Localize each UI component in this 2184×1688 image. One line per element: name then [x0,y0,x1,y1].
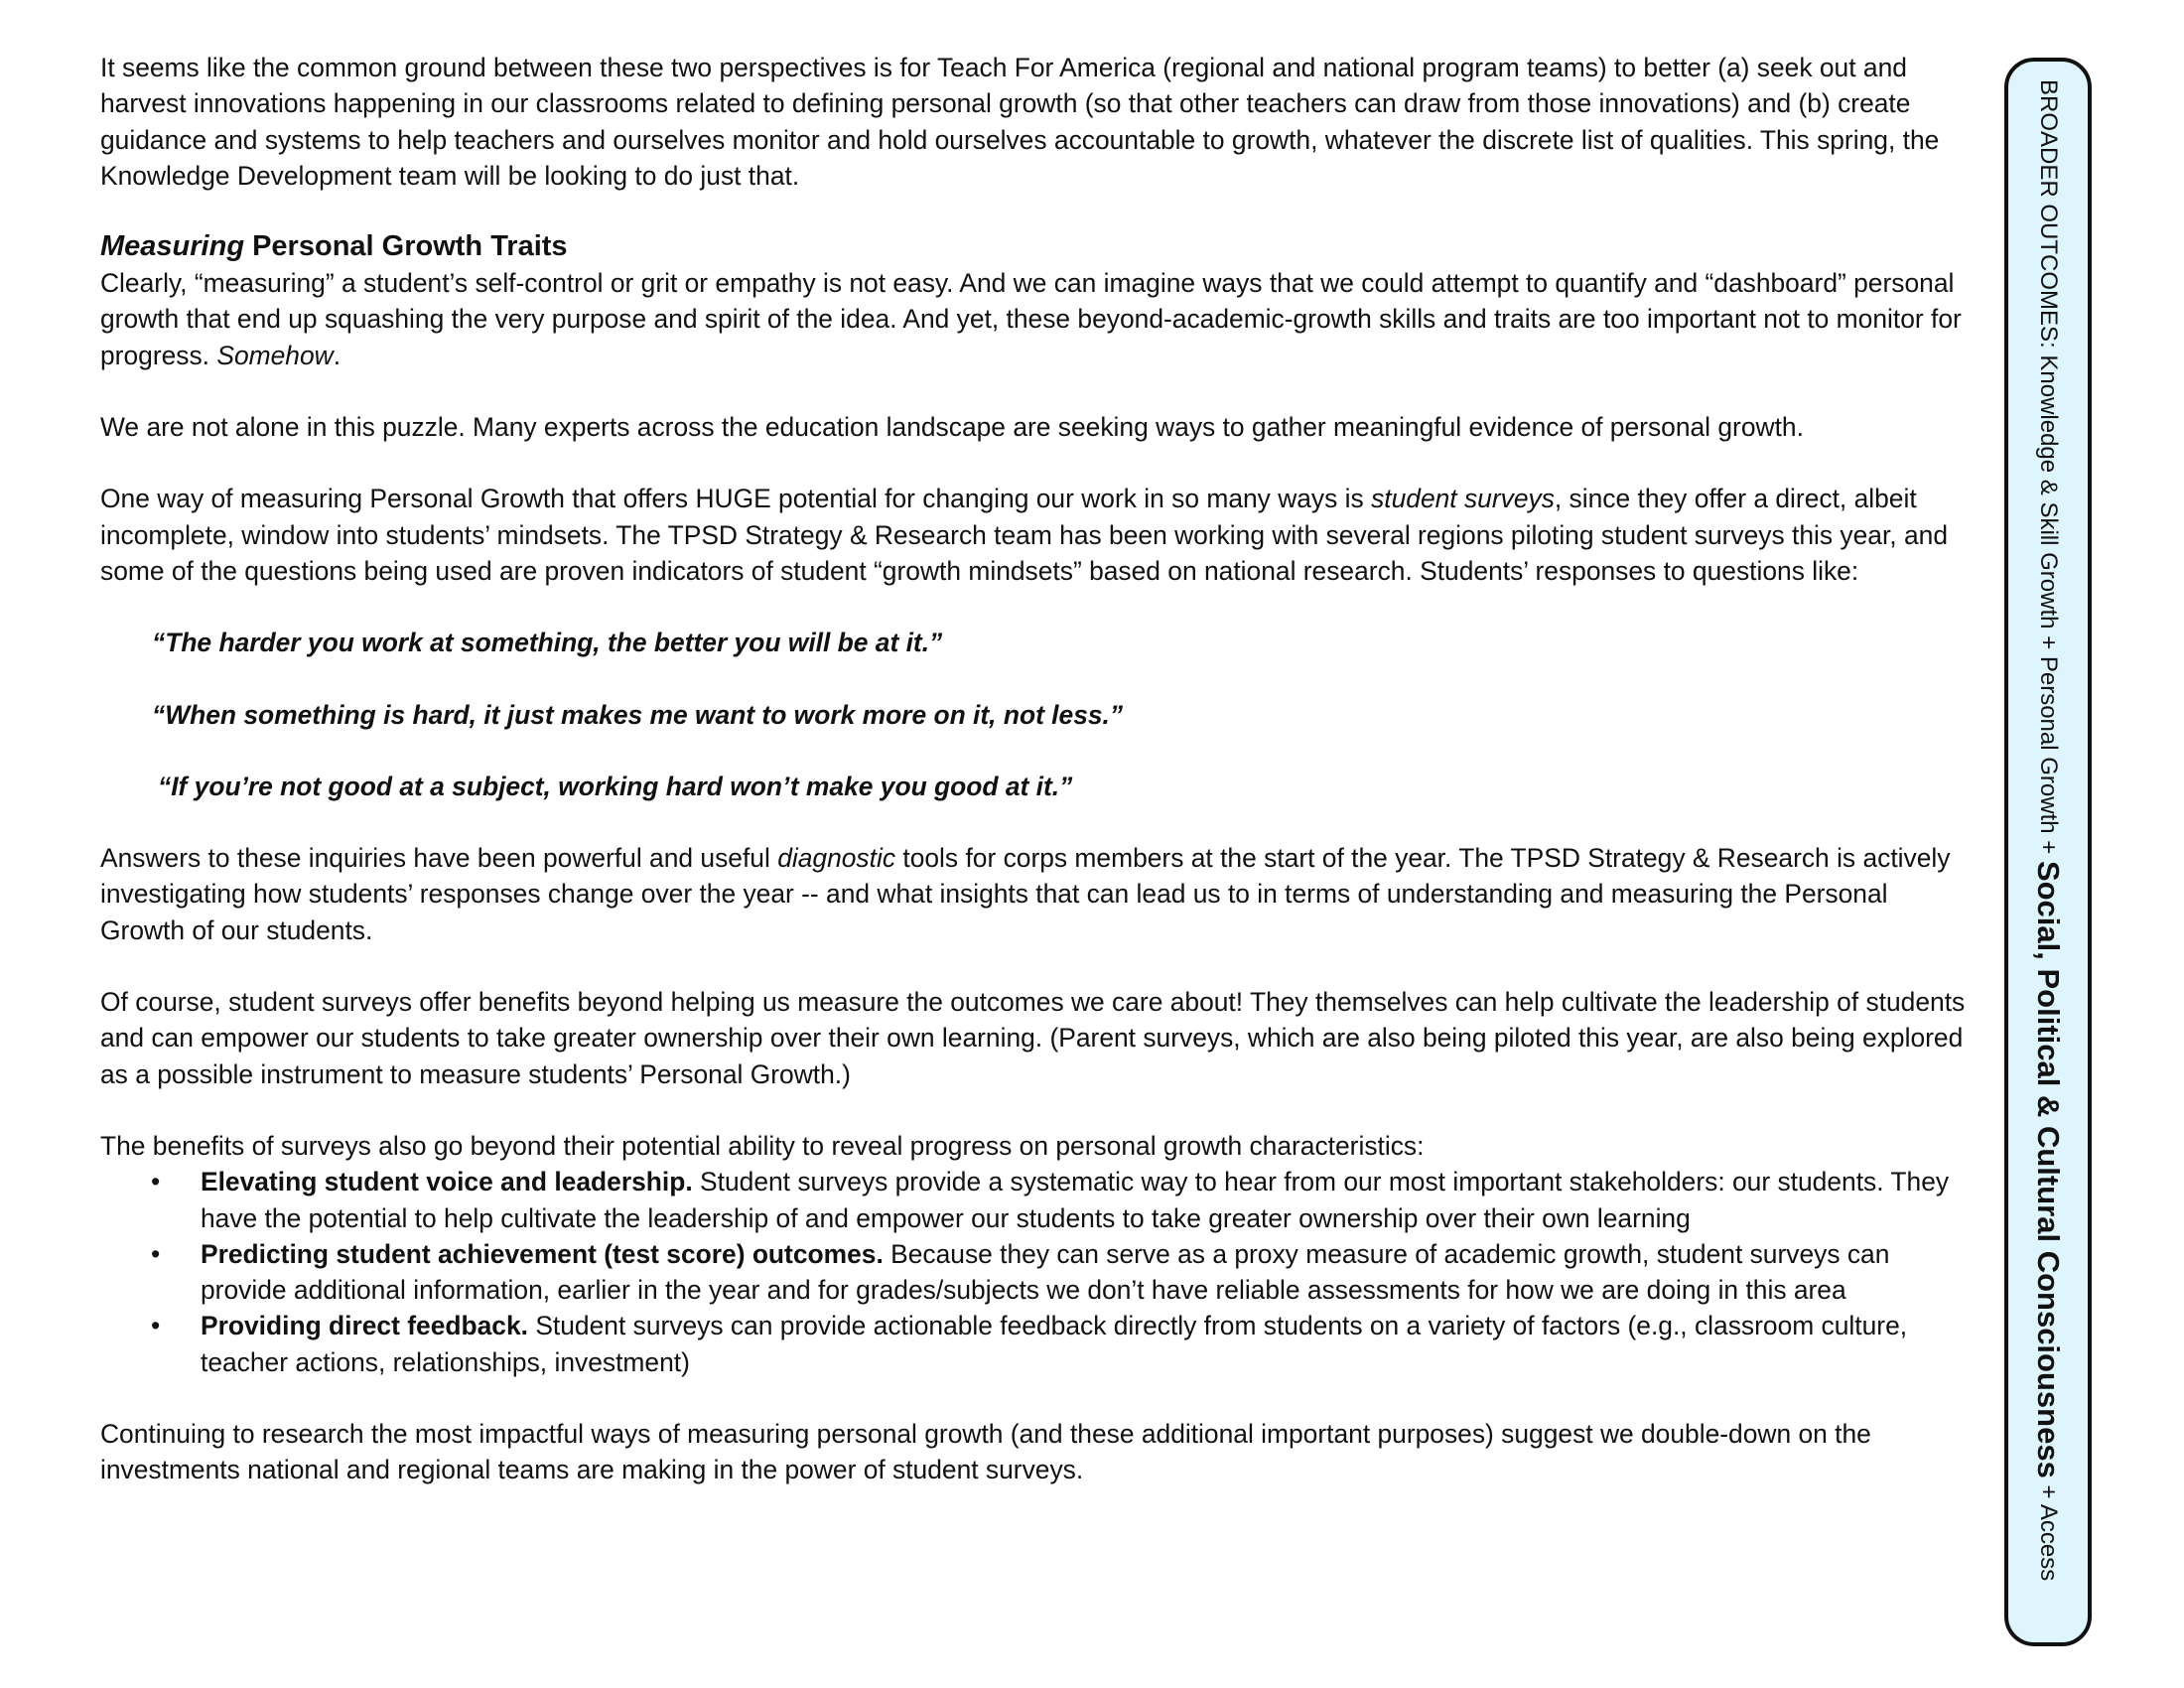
list-item [100,1164,1977,1236]
bullet-icon: • [151,1238,161,1269]
bullet-icon: • [151,1311,161,1341]
quote-3: “If you’re not good at a subject, working hard won’t make you good at it.” [158,771,1073,801]
list-item-text: Because they can serve as a proxy measure of academic growth, student surveys can provide additional information, earlier in the year and for grades/subjects we don’t have reliable assessments for how we are doing in this area [201,1238,1890,1306]
surveys-paragraph [100,481,1977,589]
answers-text-b: tools for corps members at the start of the year. The TPSD Strategy & Research is actively investigating how students’ responses change over the year -- and what insights that can lead us to in terms of understanding and measuring the Personal Growth of our students. [100,843,1951,945]
measuring-period: . [333,340,341,370]
list-item-text: Student surveys provide a systematic way to hear from our most important stakeholders: our students. They have the potential to help cultivate the leadership of and empower our students to take greater ownership over their own learning [201,1167,1950,1233]
answers-paragraph [100,840,1977,948]
somehow-italic: Somehow [216,340,334,370]
bullet-icon: • [151,1167,161,1197]
list-item [100,1236,1977,1309]
surveys-text-a: One way of measuring Personal Growth that offers HUGE potential for changing our work in so many ways is [100,484,1372,514]
sidebar-part-3: + Access [2035,1477,2062,1582]
measuring-paragraph [100,265,1977,373]
surveys-text-b: , since they offer a direct, albeit incomplete, window into students’ mindsets. The TPSD Strategy & Research team has been working with several regions piloting student surveys this year, and some of the questions being used are proven indicators of student “growth mindsets” based on national research. Students’ responses to questions like: [100,484,1949,586]
document-body [100,50,1977,1488]
benefits-paragraph: Of course, student surveys offer benefits beyond helping us measure the outcomes we care about! They themselves can help cultivate the leadership of students and can empower our students to take greater ownership over their own learning. (Parent surveys, which are also being piloted this year, are also being explored as a possible instrument to measure students’ Personal Growth.) [100,987,1966,1089]
broader-outcomes-sidebar [2004,58,2092,1646]
quote-1: “The harder you work at something, the better you will be at it.” [152,628,943,658]
measuring-text: Clearly, “measuring” a student’s self-control or grit or empathy is not easy. And we can imagine ways that we could attempt to quantify and “dashboard” personal growth that end up squashing the very purpose and spirit of the idea. And yet, these beyond-academic-growth skills and traits are too important not to monitor for progress. [100,268,1962,370]
list-item-text: Student surveys can provide actionable feedback directly from students on a variety of factors (e.g., classroom culture, teacher actions, relationships, investment) [201,1311,1908,1377]
answers-text-a: Answers to these inquiries have been powerful and useful [100,843,778,874]
heading-text: Personal Growth Traits [244,230,568,263]
benefits-list [100,1164,1977,1380]
list-item-title: Providing direct feedback. [201,1311,528,1341]
sidebar-label [2032,79,2064,1581]
list-item-title: Elevating student voice and leadership. [201,1167,693,1197]
intro-paragraph: It seems like the common ground between these two perspectives is for Teach For America (regional and national program teams) to better (a) seek out and harvest innovations happening in our classrooms related to defining personal growth (so that other teachers can draw from those innovations) and (b) create guidance and systems to help teachers and ourselves monitor and hold ourselves accountable to growth, whatever the discrete list of qualities. This spring, the Knowledge Development team will be looking to do just that. [100,53,1940,191]
diagnostic-italic: diagnostic [777,843,896,874]
benefits-intro: The benefits of surveys also go beyond their potential ability to reveal progress on personal growth characteristics: [100,1130,1425,1161]
list-item [100,1308,1977,1380]
heading-italic: Measuring [100,230,245,263]
puzzle-paragraph: We are not alone in this puzzle. Many experts across the education landscape are seeking ways to gather meaningful evidence of personal growth. [100,412,1804,443]
list-item-title: Predicting student achievement (test score) outcomes. [201,1238,884,1269]
section-heading [100,227,1977,265]
sidebar-highlight: Social, Political & Cultural Consciousness [2031,860,2066,1478]
sidebar-part-1: BROADER OUTCOMES: Knowledge & Skill Growth + Personal Growth + [2035,79,2062,861]
closing-paragraph: Continuing to research the most impactful ways of measuring personal growth (and these additional important purposes) suggest we double-down on the investments national and regional teams are making in the power of student surveys. [100,1419,1871,1485]
quote-2: “When something is hard, it just makes me want to work more on it, not less.” [152,699,1124,730]
surveys-italic: student surveys [1371,484,1555,514]
